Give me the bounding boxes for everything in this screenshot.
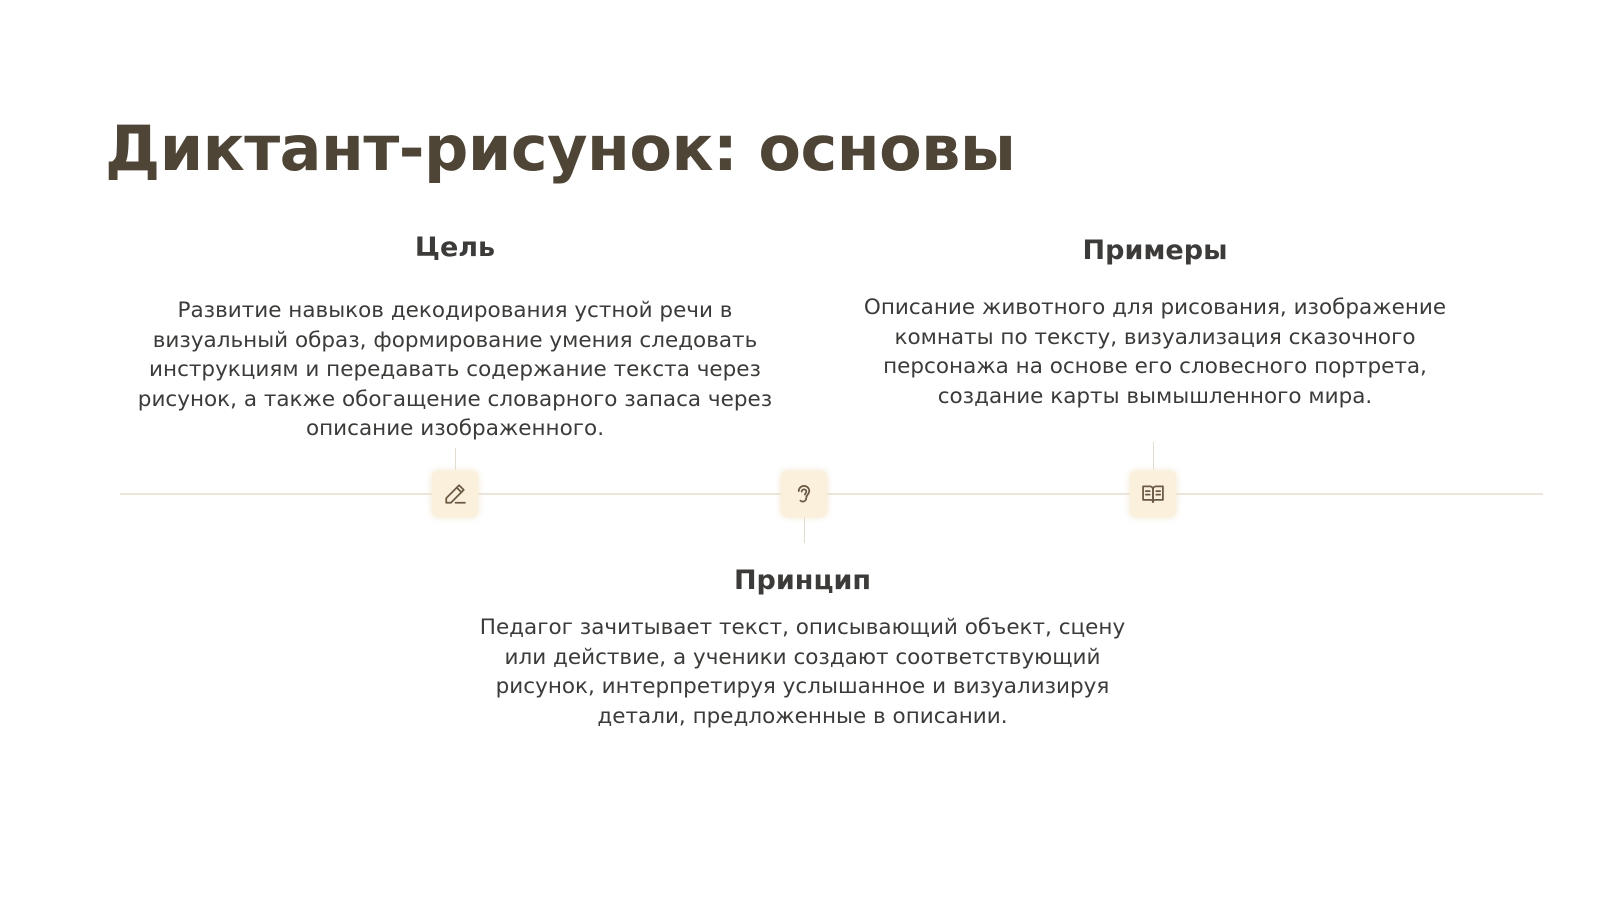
goal-text: Развитие навыков декодирования устной речи в визуальный образ, формирование умения следовать инструкциям и передавать содержание текста через рисунок, а также обогащение словарного запаса через описание изображенного. — [137, 298, 773, 441]
examples-title: Примеры — [1082, 235, 1228, 266]
goal-title: Цель — [414, 232, 496, 263]
open-book-icon — [1139, 480, 1167, 508]
pencil-icon — [441, 480, 469, 508]
goal-card — [115, 232, 795, 444]
page-title: Диктант-рисунок: основы — [105, 112, 1016, 185]
principle-text: Педагог зачитывает текст, описывающий объект, сцену или действие, а ученики создают соответствующий рисунок, интерпретируя услышанное и визуализируя детали, предложенные в описании. — [479, 615, 1126, 729]
examples-text: Описание животного для рисования, изображение комнаты по тексту, визуализация сказочного персонажа на основе его словесного портрета, создание карты вымышленного мира. — [863, 295, 1447, 409]
connector-line-goal — [455, 448, 456, 470]
examples-card — [825, 235, 1485, 411]
timeline-marker-principle — [781, 471, 827, 517]
timeline-line — [120, 493, 1543, 495]
connector-line-principle — [804, 517, 805, 543]
connector-line-examples — [1153, 442, 1154, 470]
ear-icon — [790, 480, 818, 508]
principle-card — [470, 565, 1135, 731]
principle-title: Принцип — [733, 565, 872, 596]
timeline-marker-goal — [432, 471, 478, 517]
timeline-marker-examples — [1130, 471, 1176, 517]
